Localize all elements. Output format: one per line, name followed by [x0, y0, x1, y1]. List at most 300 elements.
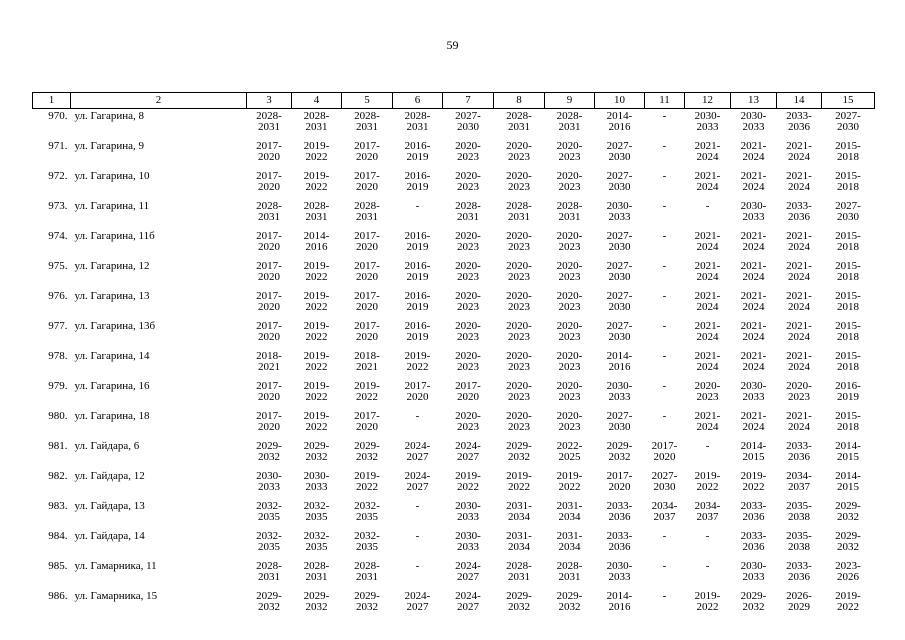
year-end: 2027: [406, 451, 429, 463]
year-range-cell: [342, 259, 393, 289]
year-range-cell: -: [662, 410, 667, 422]
year-end: 2020: [608, 481, 631, 493]
table-row: [33, 469, 875, 499]
year-range-cell: [494, 409, 545, 439]
year-end: 2023: [558, 421, 581, 433]
year-start: 2017-: [256, 140, 282, 152]
year-start: 2017-: [256, 320, 282, 332]
year-range-cell: -: [662, 200, 667, 212]
year-end: 2024: [788, 301, 810, 313]
year-range-cell: -: [662, 170, 667, 182]
year-range-cell: -: [415, 200, 420, 212]
address-cell: ул. Гайдара, 13: [74, 500, 145, 512]
year-range-cell: [645, 499, 685, 529]
year-range-cell: [342, 349, 393, 379]
row-number: 986.: [48, 590, 68, 602]
year-range-cell: [777, 559, 822, 589]
year-range-cell: [595, 499, 645, 529]
year-range-cell: [494, 499, 545, 529]
row-number: 970.: [48, 110, 68, 122]
year-range-cell: [685, 469, 731, 499]
year-start: 2021-: [740, 350, 767, 362]
year-end: 2023: [508, 181, 530, 193]
year-end: 2037: [653, 511, 676, 523]
year-range-cell: [822, 289, 875, 319]
year-start: 2024-: [455, 560, 481, 572]
year-range-cell: [247, 319, 292, 349]
year-range-cell: [342, 289, 393, 319]
year-end: 2022: [305, 331, 328, 343]
year-end: 2022: [305, 181, 328, 193]
year-start: 2029-: [303, 590, 330, 602]
year-end: 2018: [837, 421, 859, 433]
year-start: 2014-: [740, 440, 767, 452]
year-range-cell: [545, 229, 595, 259]
year-range-cell: [342, 559, 393, 589]
year-end: 2019: [406, 241, 429, 253]
year-start: 2027-: [606, 410, 633, 422]
year-start: 2028-: [404, 110, 431, 122]
year-start: 2019-: [303, 320, 330, 332]
year-end: 2031: [558, 211, 581, 223]
year-end: 2020: [356, 241, 378, 253]
year-start: 2021-: [786, 170, 812, 182]
row-number: 973.: [48, 200, 68, 212]
year-end: 2022: [356, 481, 378, 493]
year-start: 2020-: [455, 140, 481, 152]
year-start: 2028-: [455, 200, 481, 212]
year-end: 2016: [608, 601, 631, 613]
year-end: 2023: [457, 271, 479, 283]
year-end: 2023: [508, 301, 530, 313]
table-row: [33, 439, 875, 469]
year-end: 2022: [696, 481, 719, 493]
year-end: 2033: [305, 481, 328, 493]
year-start: 2022-: [556, 440, 583, 452]
year-range-cell: [822, 199, 875, 229]
column-header-15: 15: [822, 93, 875, 109]
year-range-cell: [494, 469, 545, 499]
year-start: 2021-: [786, 350, 812, 362]
year-end: 2033: [258, 481, 280, 493]
year-end: 2033: [457, 541, 479, 553]
year-end: 2024: [742, 361, 765, 373]
year-start: 2017-: [455, 380, 481, 392]
year-end: 2027: [406, 481, 429, 493]
year-end: 2022: [356, 391, 378, 403]
year-range-cell: [443, 229, 494, 259]
year-end: 2036: [788, 571, 810, 583]
year-end: 2031: [356, 121, 378, 133]
year-end: 2033: [457, 511, 479, 523]
year-start: 2015-: [835, 350, 861, 362]
year-end: 2035: [356, 511, 378, 523]
year-range-cell: [777, 139, 822, 169]
year-range-cell: [822, 139, 875, 169]
year-range-cell: [443, 259, 494, 289]
year-start: 2029-: [303, 440, 330, 452]
year-start: 2024-: [455, 440, 481, 452]
year-end: 2036: [742, 511, 765, 523]
year-range-cell: [777, 379, 822, 409]
year-end: 2031: [558, 571, 581, 583]
year-range-cell: [595, 379, 645, 409]
year-range-cell: [443, 499, 494, 529]
year-end: 2032: [258, 601, 280, 613]
year-range-cell: [777, 469, 822, 499]
year-start: 2021-: [786, 320, 812, 332]
year-end: 2022: [305, 271, 328, 283]
year-end: 2033: [608, 571, 631, 583]
year-end: 2023: [508, 271, 530, 283]
year-range-cell: [545, 199, 595, 229]
address-cell: ул. Гагарина, 9: [74, 140, 145, 152]
year-end: 2038: [788, 541, 810, 553]
row-number: 979.: [48, 380, 68, 392]
row-number: 980.: [48, 410, 68, 422]
year-start: 2021-: [694, 140, 721, 152]
year-end: 2020: [356, 301, 378, 313]
table-header: [33, 93, 875, 109]
year-start: 2028-: [556, 200, 583, 212]
year-range-cell: [393, 229, 443, 259]
year-start: 2019-: [303, 410, 330, 422]
year-start: 2030-: [694, 110, 721, 122]
year-range-cell: [393, 589, 443, 619]
year-end: 2030: [608, 301, 631, 313]
year-start: 2020-: [455, 410, 481, 422]
year-end: 2022: [457, 481, 479, 493]
table-row: [33, 109, 875, 140]
year-start: 2028-: [506, 560, 532, 572]
year-start: 2020-: [455, 260, 481, 272]
year-end: 2023: [457, 181, 479, 193]
year-end: 2023: [788, 391, 810, 403]
year-end: 2023: [558, 181, 581, 193]
year-start: 2017-: [256, 170, 282, 182]
year-start: 2032-: [256, 530, 282, 542]
year-range-cell: [595, 559, 645, 589]
year-range-cell: [595, 469, 645, 499]
year-start: 2017-: [256, 260, 282, 272]
year-start: 2021-: [740, 410, 767, 422]
year-end: 2032: [356, 451, 378, 463]
year-start: 2021-: [694, 230, 721, 242]
year-range-cell: [292, 259, 342, 289]
year-range-cell: [777, 529, 822, 559]
year-end: 2023: [558, 271, 581, 283]
year-end: 2032: [742, 601, 765, 613]
year-end: 2022: [742, 481, 765, 493]
year-range-cell: [777, 109, 822, 140]
address-cell: ул. Гагарина, 12: [74, 260, 150, 272]
year-start: 2032-: [354, 500, 380, 512]
year-end: 2020: [406, 391, 429, 403]
year-end: 2035: [356, 541, 378, 553]
year-range-cell: [822, 559, 875, 589]
year-start: 2021-: [694, 410, 721, 422]
row-number: 985.: [48, 560, 68, 572]
year-start: 2016-: [404, 290, 431, 302]
year-range-cell: [247, 379, 292, 409]
year-end: 2021: [258, 361, 280, 373]
year-range-cell: [685, 229, 731, 259]
year-start: 2028-: [303, 560, 330, 572]
year-range-cell: [443, 469, 494, 499]
year-start: 2019-: [354, 470, 380, 482]
year-range-cell: [393, 439, 443, 469]
year-start: 2017-: [404, 380, 431, 392]
table-row: [33, 169, 875, 199]
year-end: 2019: [406, 151, 429, 163]
year-end: 2020: [356, 331, 378, 343]
year-end: 2024: [788, 331, 810, 343]
year-range-cell: -: [662, 350, 667, 362]
year-range-cell: [247, 259, 292, 289]
year-start: 2024-: [404, 470, 431, 482]
year-range-cell: [777, 169, 822, 199]
year-range-cell: [247, 559, 292, 589]
year-range-cell: [443, 169, 494, 199]
year-range-cell: [822, 439, 875, 469]
year-end: 2032: [608, 451, 631, 463]
year-end: 2022: [305, 301, 328, 313]
year-end: 2020: [258, 421, 280, 433]
year-start: 2029-: [354, 590, 380, 602]
year-range-cell: [393, 319, 443, 349]
year-range-cell: [443, 589, 494, 619]
year-start: 2021-: [694, 320, 721, 332]
row-number: 981.: [48, 440, 68, 452]
year-start: 2030-: [455, 500, 481, 512]
year-end: 2022: [305, 421, 328, 433]
year-end: 2024: [742, 241, 765, 253]
year-start: 2019-: [303, 140, 330, 152]
year-end: 2036: [788, 211, 810, 223]
year-end: 2024: [696, 241, 719, 253]
year-start: 2020-: [506, 170, 532, 182]
year-start: 2029-: [740, 590, 767, 602]
year-end: 2026: [837, 571, 859, 583]
year-range-cell: [822, 529, 875, 559]
year-start: 2017-: [354, 410, 380, 422]
year-start: 2029-: [256, 440, 282, 452]
table-row: [33, 529, 875, 559]
year-range-cell: [443, 439, 494, 469]
year-end: 2033: [696, 121, 719, 133]
column-header-12: 12: [685, 93, 731, 109]
year-end: 2024: [788, 241, 810, 253]
year-end: 2033: [742, 571, 765, 583]
year-end: 2020: [258, 181, 280, 193]
year-start: 2021-: [786, 410, 812, 422]
year-range-cell: [731, 229, 777, 259]
year-range-cell: [731, 109, 777, 140]
year-start: 2021-: [694, 260, 721, 272]
year-range-cell: [645, 469, 685, 499]
year-end: 2034: [508, 541, 530, 553]
year-range-cell: [342, 109, 393, 140]
year-range-cell: [494, 229, 545, 259]
year-start: 2027-: [835, 110, 861, 122]
year-range-cell: [292, 559, 342, 589]
year-start: 2019-: [404, 350, 431, 362]
year-range-cell: [595, 139, 645, 169]
year-end: 2018: [837, 241, 859, 253]
year-end: 2023: [457, 361, 479, 373]
year-end: 2027: [457, 601, 479, 613]
year-start: 2026-: [786, 590, 812, 602]
year-start: 2015-: [835, 410, 861, 422]
year-end: 2023: [558, 361, 581, 373]
year-range-cell: [247, 469, 292, 499]
year-end: 2031: [508, 121, 530, 133]
year-start: 2028-: [556, 110, 583, 122]
year-range-cell: [292, 109, 342, 140]
year-range-cell: [595, 199, 645, 229]
address-cell: ул. Гагарина, 10: [74, 170, 150, 182]
year-end: 2020: [356, 421, 378, 433]
column-header-2: 2: [71, 93, 247, 109]
year-range-cell: [595, 529, 645, 559]
year-end: 2035: [305, 511, 328, 523]
year-range-cell: [342, 529, 393, 559]
year-start: 2021-: [740, 320, 767, 332]
year-start: 2014-: [606, 110, 633, 122]
year-start: 2014-: [606, 590, 633, 602]
year-range-cell: [545, 289, 595, 319]
year-range-cell: [545, 259, 595, 289]
year-range-cell: [685, 319, 731, 349]
year-start: 2020-: [556, 380, 583, 392]
column-header-7: 7: [443, 93, 494, 109]
row-number: 976.: [48, 290, 68, 302]
year-end: 2037: [696, 511, 719, 523]
year-range-cell: [545, 529, 595, 559]
year-start: 2020-: [506, 260, 532, 272]
year-end: 2023: [558, 301, 581, 313]
year-end: 2018: [837, 151, 859, 163]
year-end: 2031: [305, 211, 328, 223]
table-row: [33, 319, 875, 349]
year-end: 2029: [788, 601, 810, 613]
year-start: 2017-: [354, 260, 380, 272]
year-range-cell: [777, 319, 822, 349]
year-end: 2036: [742, 541, 765, 553]
year-range-cell: [731, 559, 777, 589]
year-end: 2025: [558, 451, 581, 463]
year-start: 2030-: [256, 470, 282, 482]
year-end: 2024: [696, 181, 719, 193]
year-start: 2021-: [740, 170, 767, 182]
year-range-cell: [247, 409, 292, 439]
year-range-cell: [247, 589, 292, 619]
year-range-cell: [292, 169, 342, 199]
year-start: 2027-: [606, 320, 633, 332]
year-start: 2030-: [303, 470, 330, 482]
year-start: 2020-: [556, 350, 583, 362]
year-range-cell: [545, 169, 595, 199]
year-end: 2030: [608, 421, 631, 433]
year-range-cell: [494, 559, 545, 589]
year-start: 2018-: [256, 350, 282, 362]
year-end: 2030: [608, 181, 631, 193]
header-row: [33, 93, 875, 109]
year-range-cell: [595, 259, 645, 289]
year-end: 2024: [696, 151, 719, 163]
year-range-cell: [342, 379, 393, 409]
year-range-cell: [685, 139, 731, 169]
year-range-cell: [822, 349, 875, 379]
year-end: 2020: [356, 181, 378, 193]
year-start: 2028-: [256, 560, 282, 572]
year-end: 2023: [696, 391, 719, 403]
year-start: 2018-: [354, 350, 380, 362]
year-range-cell: -: [662, 380, 667, 392]
year-range-cell: [292, 379, 342, 409]
year-range-cell: [685, 379, 731, 409]
year-start: 2014-: [835, 440, 861, 452]
year-end: 2024: [696, 421, 719, 433]
year-range-cell: -: [705, 560, 710, 572]
year-end: 2024: [696, 301, 719, 313]
year-start: 2014-: [303, 230, 330, 242]
year-range-cell: [443, 379, 494, 409]
year-range-cell: [494, 259, 545, 289]
year-start: 2027-: [651, 470, 678, 482]
year-start: 2032-: [256, 500, 282, 512]
year-start: 2021-: [740, 290, 767, 302]
year-start: 2020-: [455, 170, 481, 182]
column-header-10: 10: [595, 93, 645, 109]
year-end: 2020: [356, 271, 378, 283]
year-range-cell: [443, 289, 494, 319]
year-start: 2035-: [786, 500, 812, 512]
table-row: [33, 259, 875, 289]
year-start: 2028-: [556, 560, 583, 572]
year-range-cell: [777, 409, 822, 439]
year-end: 2036: [788, 121, 810, 133]
year-range-cell: [645, 439, 685, 469]
address-cell: ул. Гамарника, 11: [74, 560, 157, 572]
year-range-cell: [595, 319, 645, 349]
year-range-cell: -: [662, 140, 667, 152]
year-range-cell: [494, 379, 545, 409]
year-end: 2023: [508, 241, 530, 253]
year-end: 2024: [696, 361, 719, 373]
year-end: 2018: [837, 361, 859, 373]
year-range-cell: [247, 199, 292, 229]
column-header-13: 13: [731, 93, 777, 109]
year-start: 2017-: [256, 410, 282, 422]
year-range-cell: [443, 109, 494, 140]
year-start: 2014-: [835, 470, 861, 482]
year-range-cell: [595, 229, 645, 259]
year-range-cell: [292, 349, 342, 379]
year-start: 2019-: [455, 470, 481, 482]
year-range-cell: [685, 109, 731, 140]
column-header-9: 9: [545, 93, 595, 109]
year-range-cell: [731, 199, 777, 229]
address-cell: ул. Гагарина, 13: [74, 290, 150, 302]
year-end: 2036: [608, 541, 631, 553]
year-range-cell: [342, 319, 393, 349]
year-end: 2023: [457, 151, 479, 163]
year-range-cell: [731, 409, 777, 439]
column-header-14: 14: [777, 93, 822, 109]
year-range-cell: [494, 349, 545, 379]
year-start: 2028-: [354, 200, 380, 212]
